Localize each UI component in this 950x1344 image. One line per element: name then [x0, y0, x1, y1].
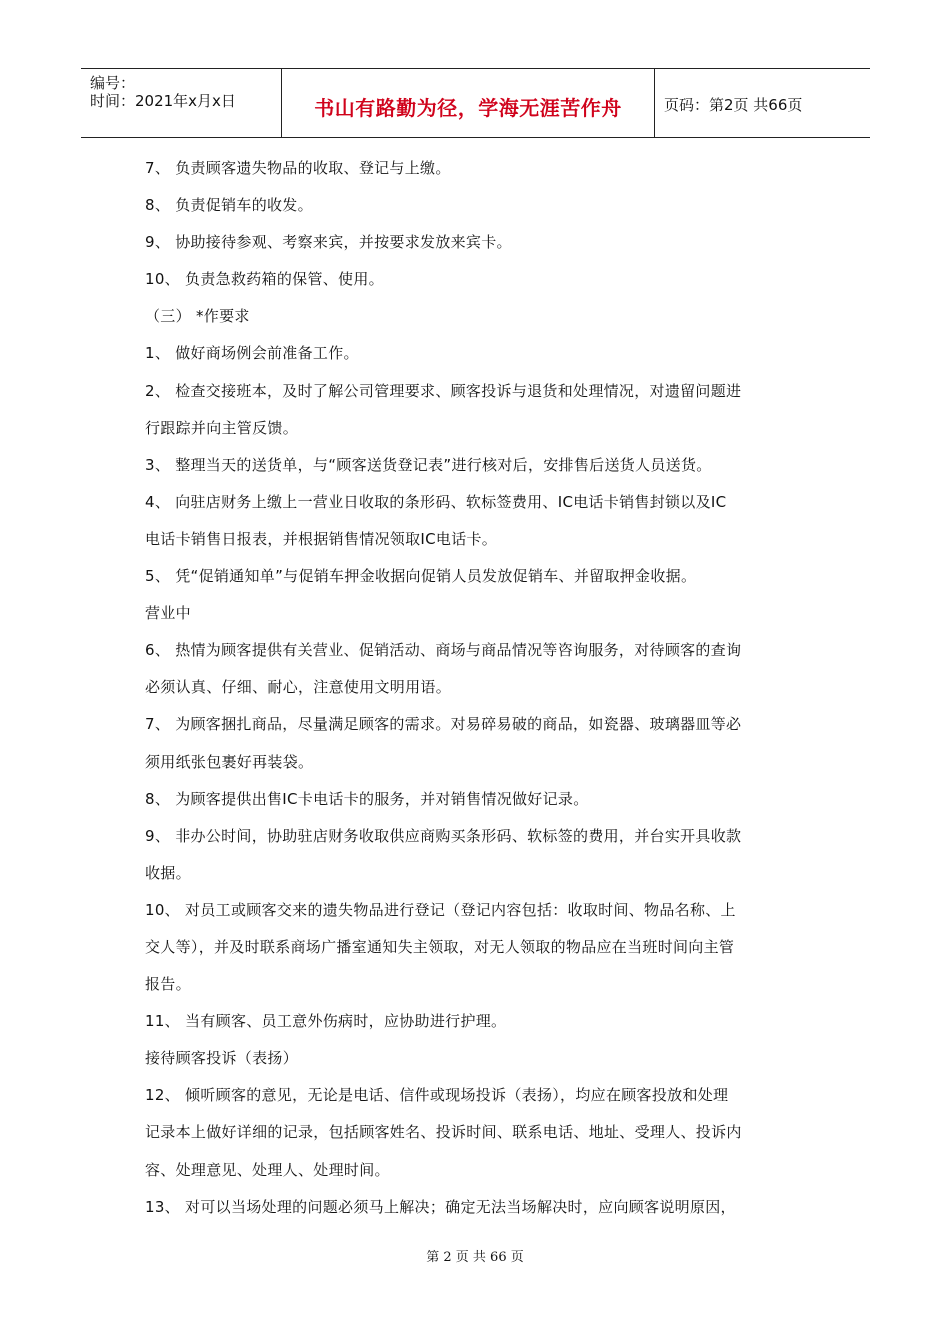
body-text-line: （三） *作要求	[145, 307, 250, 326]
body-text-line: 8、 负责促销车的收发。	[145, 196, 313, 215]
header-page-code: 页码：第2页 共66页	[664, 96, 803, 114]
header-meta-cell	[81, 69, 281, 137]
body-text-line: 电话卡销售日报表，并根据销售情况领取IC电话卡。	[145, 529, 498, 548]
body-text-line: 必须认真、仔细、耐心，注意使用文明用语。	[145, 678, 452, 697]
header-motto-cell	[281, 69, 655, 137]
body-text-line: 2、 检查交接班本，及时了解公司管理要求、顾客投诉与退货和处理情况，对遗留问题进	[145, 381, 742, 400]
body-text-line: 6、 热情为顾客提供有关营业、促销活动、商场与商品情况等咨询服务，对待顾客的查询	[145, 641, 742, 660]
body-text-line: 接待顾客投诉（表扬）	[145, 1049, 299, 1068]
body-text-line: 记录本上做好详细的记录，包括顾客姓名、投诉时间、联系电话、地址、受理人、投诉内	[145, 1123, 742, 1142]
body-text-line: 13、 对可以当场处理的问题必须马上解决；确定无法当场解决时，应向顾客说明原因，	[145, 1197, 736, 1216]
body-text-line: 5、 凭“促销通知单”与促销车押金收据向促销人员发放促销车、并留取押金收据。	[145, 567, 697, 586]
document-body	[145, 150, 815, 1226]
body-text-line: 收据。	[145, 863, 191, 882]
body-text-line: 11、 当有顾客、员工意外伤病时，应协助进行护理。	[145, 1012, 507, 1031]
body-text-line: 3、 整理当天的送货单，与“顾客送货登记表”进行核对后，安排售后送货人员送货。	[145, 455, 712, 474]
body-text-line: 行跟踪并向主管反馈。	[145, 418, 299, 437]
body-text-line: 7、 为顾客捆扎商品，尽量满足顾客的需求。对易碎易破的商品，如瓷器、玻璃器皿等必	[145, 715, 742, 734]
document-number-label: 编号：	[90, 74, 136, 92]
page-footer: 第 2 页 共 66 页	[426, 1250, 524, 1265]
body-text-line: 容、处理意见、处理人、处理时间。	[145, 1160, 390, 1179]
header-page-cell	[654, 69, 870, 137]
body-text-line: 10、 对员工或顾客交来的遗失物品进行登记（登记内容包括：收取时间、物品名称、上	[145, 900, 736, 919]
body-text-line: 7、 负责顾客遗失物品的收取、登记与上缴。	[145, 159, 451, 177]
body-text-line: 4、 向驻店财务上缴上一营业日收取的条形码、软标签费用、IC电话卡销售封锁以及IC	[145, 492, 727, 511]
body-text-line: 交人等），并及时联系商场广播室通知失主领取，对无人领取的物品应在当班时间向主管	[145, 937, 735, 956]
body-text-line: 1、 做好商场例会前准备工作。	[145, 344, 359, 363]
body-text-line: 营业中	[145, 604, 191, 623]
body-text-line: 报告。	[145, 975, 191, 994]
header-motto: 书山有路勤为径，学海无涯苦作舟	[314, 96, 622, 120]
document-date: 时间：2021年x月x日	[90, 92, 236, 110]
body-text-line: 9、 非办公时间，协助驻店财务收取供应商购买条形码、软标签的费用，并台实开具收款	[145, 826, 742, 845]
body-text-line: 9、 协助接待参观、考察来宾，并按要求发放来宾卡。	[145, 233, 512, 252]
body-text-line: 8、 为顾客提供出售IC卡电话卡的服务，并对销售情况做好记录。	[145, 789, 589, 808]
body-text-line: 12、 倾听顾客的意见，无论是电话、信件或现场投诉（表扬），均应在顾客投放和处理	[145, 1086, 729, 1105]
body-text-line: 须用纸张包裹好再装袋。	[145, 752, 314, 771]
body-text-line: 10、 负责急救药箱的保管、使用。	[145, 270, 384, 289]
page-header	[81, 68, 870, 138]
